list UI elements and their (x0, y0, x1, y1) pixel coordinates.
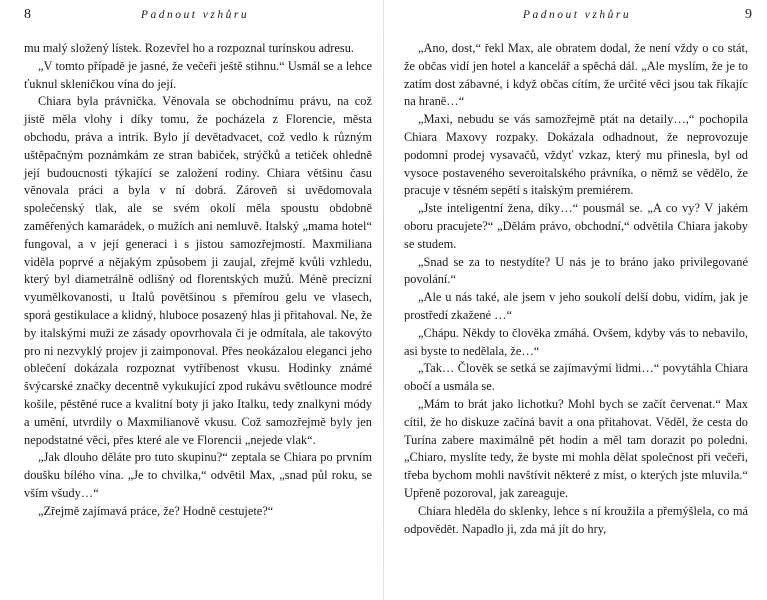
page-body (24, 40, 372, 521)
left-page (14, 0, 376, 600)
page-body (404, 40, 748, 538)
paragraph: „Chápu. Někdy to člověka zmáhá. Ovšem, kdyby vás to nebavilo, asi byste to nedělala, že…“ (404, 325, 748, 358)
paragraph: Chiara byla právnička. Věnovala se obchodnímu právu, na což jistě měla vlohy i díky tomu, že pocházela z Florencie, města obchodu, práva a intrik. Bylo jí devětadvacet, což vedlo k různým uštěpačným poznámkám ze stran babiček, strýčků a tetiček ohledně její budoucnosti týkající se založení rodiny. Chiara většinu času věnovala práci a byla v ní dobrá. Zároveň si uvědomovala společenský tlak, ale se svém okolí měla spoustu obdobně zaměřených kamarádek, o mužích ani nemluvě. Italský „mama hotel“ fungoval, a v její generaci i s jistou samozřejmostí. Maxmiliana viděla poprvé a nějakým způsobem ji zaujal, zřejmě kvůli vzhledu, který byl diametrálně odlišný od florentských mužů. Méně precizní vyumělkovanosti, u Italů povětšinou s přemírou gelu ve vlasech, sporá gestikulace a klidný, hluboce posazený hlas ji přitahoval. Ne, že by italskými muži ze zásady opovrhovala či je odmítala, ale takovýto pro ni nezvyklý projev ji zaimponoval. Přes neokázalou eleganci jeho oblečení dokázala rozpoznat vytříbenost vkusu. Hodinky známé švýcarské značky decentně vykukující zpod rukávu světlounce modré košile, pěstěné ruce a kvalitní boty ji jako Italku, tedy znalkyni módy a umění, utvrdily o Maxmilianově vkusu. Což samozřejmě byly jen nepodstatné věci, přes které ale ve Florencii „nejede vlak“. (24, 94, 372, 447)
paragraph: „V tomto případě je jasné, že večeři ještě stihnu.“ Usmál se a lehce ťuknul skleničkou vína do její. (24, 58, 372, 91)
page-number: 9 (745, 7, 752, 22)
running-title: Padnout vzhůru (140, 9, 250, 21)
page-header (396, 7, 758, 25)
paragraph: „Ano, dost,“ řekl Max, ale obratem dodal, že není vždy o co stát, že občas vidí jen hotel a kancelář a spěchá dál. „Ale myslím, že je to zatím dost zábavné, i když občas cítím, že určité věci jsou tak říkajíc na hraně…“ (404, 41, 748, 109)
paragraph: „Tak… Člověk se setká se zajímavými lidmi…“ povytáhla Chiara obočí a usmála se. (404, 361, 748, 394)
paragraph: „Maxi, nebudu se vás samozřejmě ptát na detaily…,“ pochopila Chiara Maxovy rozpaky. Dokázala odhadnout, že neprovozuje podomní prodej vysavačů, vždyť vzkaz, který mu přinesla, byl od vysoce postaveného severoitalského právníka, o němž se vědělo, že pracuje v těsném sepětí s italským premiérem. (404, 112, 748, 198)
page-number: 8 (24, 7, 31, 22)
paragraph: „Zřejmě zajímavá práce, že? Hodně cestujete?“ (38, 503, 274, 518)
paragraph: „Snad se za to nestydíte? U nás je to bráno jako privilegované povolání.“ (404, 254, 748, 287)
paragraph: „Jak dlouho děláte pro tuto skupinu?“ zeptala se Chiara po prvním doušku bílého vína. „Je to chvilka,“ odvětil Max, „snad půl roku, se vším všudy…“ (24, 450, 372, 500)
paragraph: „Jste inteligentní žena, díky…“ pousmál se. „A co vy? V jakém oboru pracujete?“ „Dělám právo, obchodní,“ odvětila Chiara jakoby se studem. (404, 201, 748, 251)
right-page (396, 0, 758, 600)
page-header (14, 7, 376, 25)
running-title: Padnout vzhůru (522, 9, 632, 21)
paragraph: Chiara hleděla do sklenky, lehce s ní kroužila a přemýšlela, co má odpovědět. Napadlo ji, zda má jít do hry, (404, 503, 748, 536)
paragraph: „Mám to brát jako lichotku? Mohl bych se začít červenat.“ Max cítil, že ho diskuze začíná bavit a ona přitahovat. Věděl, že cesta do Turína zabere maximálně pět hodin a měl tam dorazit po poledni. „Chiaro, myslíte tedy, že byste mi mohla dělat společnost při večeři, třeba bychom mohli navštívit některé z míst, o kterých jste mluvila.“ Upřeně pozoroval, jak zareaguje. (404, 396, 748, 500)
book-gutter (383, 0, 384, 600)
paragraph: mu malý složený lístek. Rozevřel ho a rozpoznal turínskou adresu. (24, 41, 354, 55)
paragraph: „Ale u nás také, ale jsem v jeho soukolí delší dobu, vidím, jak je prostředí zkažené …“ (404, 290, 748, 322)
